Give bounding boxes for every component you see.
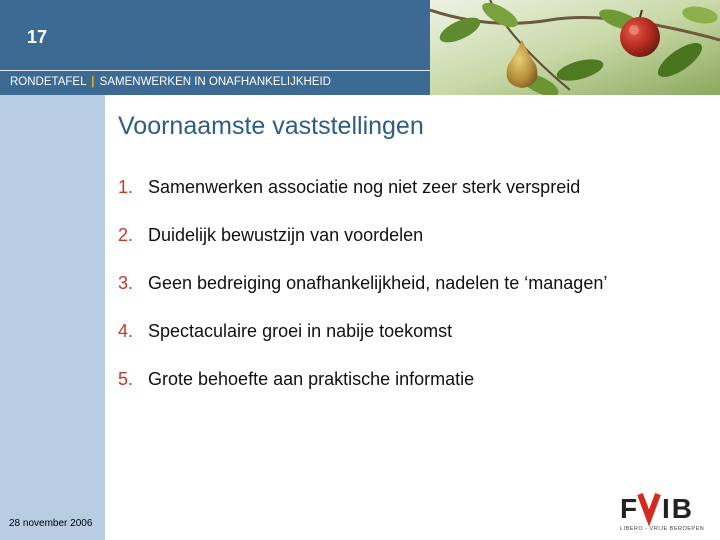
list-item-text: Spectaculaire groei in nabije toekomst: [148, 321, 453, 341]
svg-text:IB: IB: [662, 493, 694, 524]
header-divider: [0, 70, 430, 71]
header-bar: [0, 0, 430, 95]
list-item: [118, 176, 607, 224]
list-item: [118, 272, 607, 320]
list-item-text: Geen bedreiging onafhankelijkheid, nadelen te ‘managen’: [148, 273, 608, 293]
list-item-number: 1.: [118, 177, 134, 197]
apples-and-pear-tree-photo: [430, 0, 720, 95]
svg-text:LIBERO - VRIJE BEROEPEN: LIBERO - VRIJE BEROEPEN: [620, 526, 705, 532]
svg-text:F: F: [620, 493, 639, 524]
list-item-number: 2.: [118, 225, 134, 245]
list-item-number: 5.: [118, 369, 134, 389]
list-item: [118, 320, 607, 368]
list-item-text: Samenwerken associatie nog niet zeer sterk verspreid: [148, 177, 581, 197]
slide-title: Voornaamste vaststellingen: [118, 112, 424, 140]
slide-number: 17: [27, 27, 48, 47]
list-item-text: Duidelijk bewustzijn van voordelen: [148, 225, 424, 245]
left-sidebar-band: [0, 95, 105, 540]
list-item: [118, 224, 607, 272]
slide-date: 28 november 2006: [9, 518, 93, 529]
fvib-logo: [616, 490, 712, 536]
header-subtitle-right: SAMENWERKEN IN ONAFHANKELIJKHEID: [99, 76, 331, 88]
header-subtitle-separator: |: [91, 76, 95, 88]
header-subtitle: [10, 76, 331, 88]
list-item: [118, 368, 607, 416]
list-item-text: Grote behoefte aan praktische informatie: [148, 369, 475, 389]
findings-list: [118, 176, 607, 416]
list-item-number: 4.: [118, 321, 134, 341]
header-subtitle-left: RONDETAFEL: [10, 76, 87, 88]
list-item-number: 3.: [118, 273, 134, 293]
